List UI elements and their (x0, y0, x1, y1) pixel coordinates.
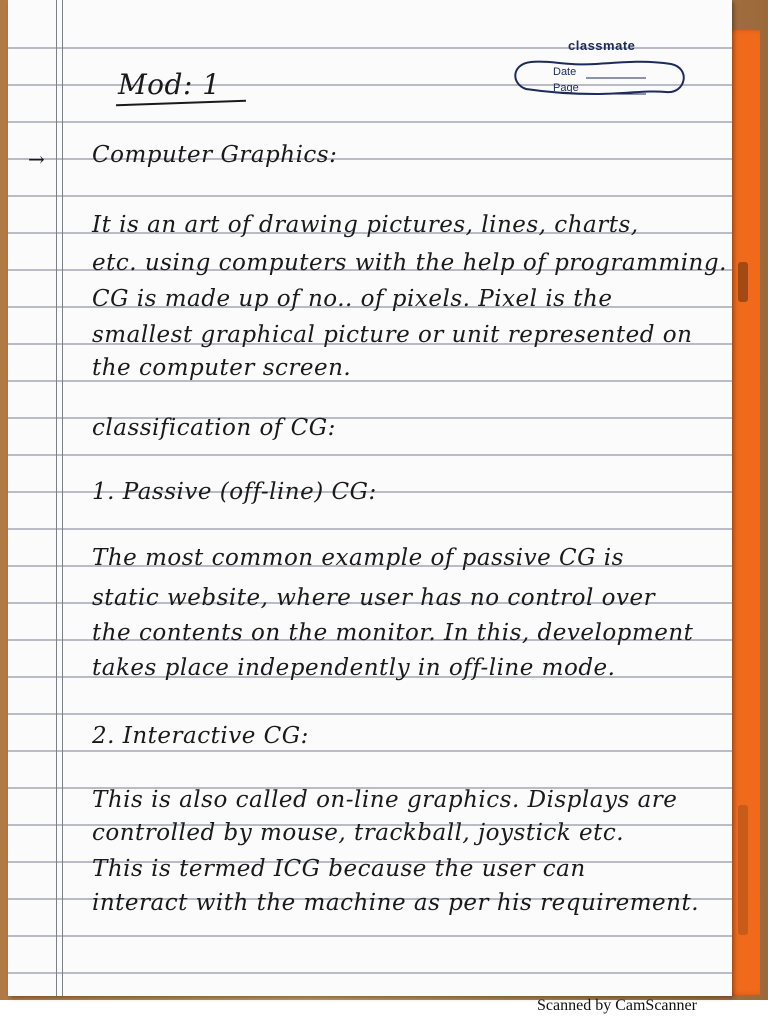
scanner-watermark: Scanned by CamScanner (537, 997, 697, 1014)
passive-heading: 1. Passive (off-line) CG: (92, 479, 377, 505)
section-heading: Computer Graphics: (92, 142, 338, 168)
passive-line: the contents on the monitor. In this, development (92, 620, 694, 646)
passive-line: takes place independently in off-line mode. (92, 655, 616, 681)
arrow-icon: → (28, 147, 46, 171)
notebook-page (8, 0, 732, 996)
margin-line (56, 0, 63, 996)
binding-clip (738, 262, 748, 302)
interactive-line: This is also called on-line graphics. Displays are (92, 787, 678, 813)
page-title: Mod: 1 (118, 68, 221, 101)
passive-line: static website, where user has no control over (92, 585, 656, 611)
interactive-line: controlled by mouse, trackball, joystick etc. (92, 820, 625, 846)
interactive-line: interact with the machine as per his requirement. (92, 890, 700, 916)
interactive-heading: 2. Interactive CG: (92, 723, 309, 749)
classification-heading: classification of CG: (92, 415, 336, 441)
definition-line: the computer screen. (92, 355, 352, 381)
interactive-line: This is termed ICG because the user can (92, 856, 586, 882)
definition-line: It is an art of drawing pictures, lines, charts, (92, 212, 639, 238)
definition-line: etc. using computers with the help of programming. (92, 250, 727, 276)
passive-line: The most common example of passive CG is (92, 545, 624, 571)
definition-line: CG is made up of no.. of pixels. Pixel is the (92, 286, 613, 312)
binding-clip (738, 805, 748, 935)
page-label: Page (553, 82, 579, 94)
brand-label: classmate (568, 38, 636, 53)
definition-line: smallest graphical picture or unit represented on (92, 322, 693, 348)
date-label: Date (553, 66, 577, 78)
